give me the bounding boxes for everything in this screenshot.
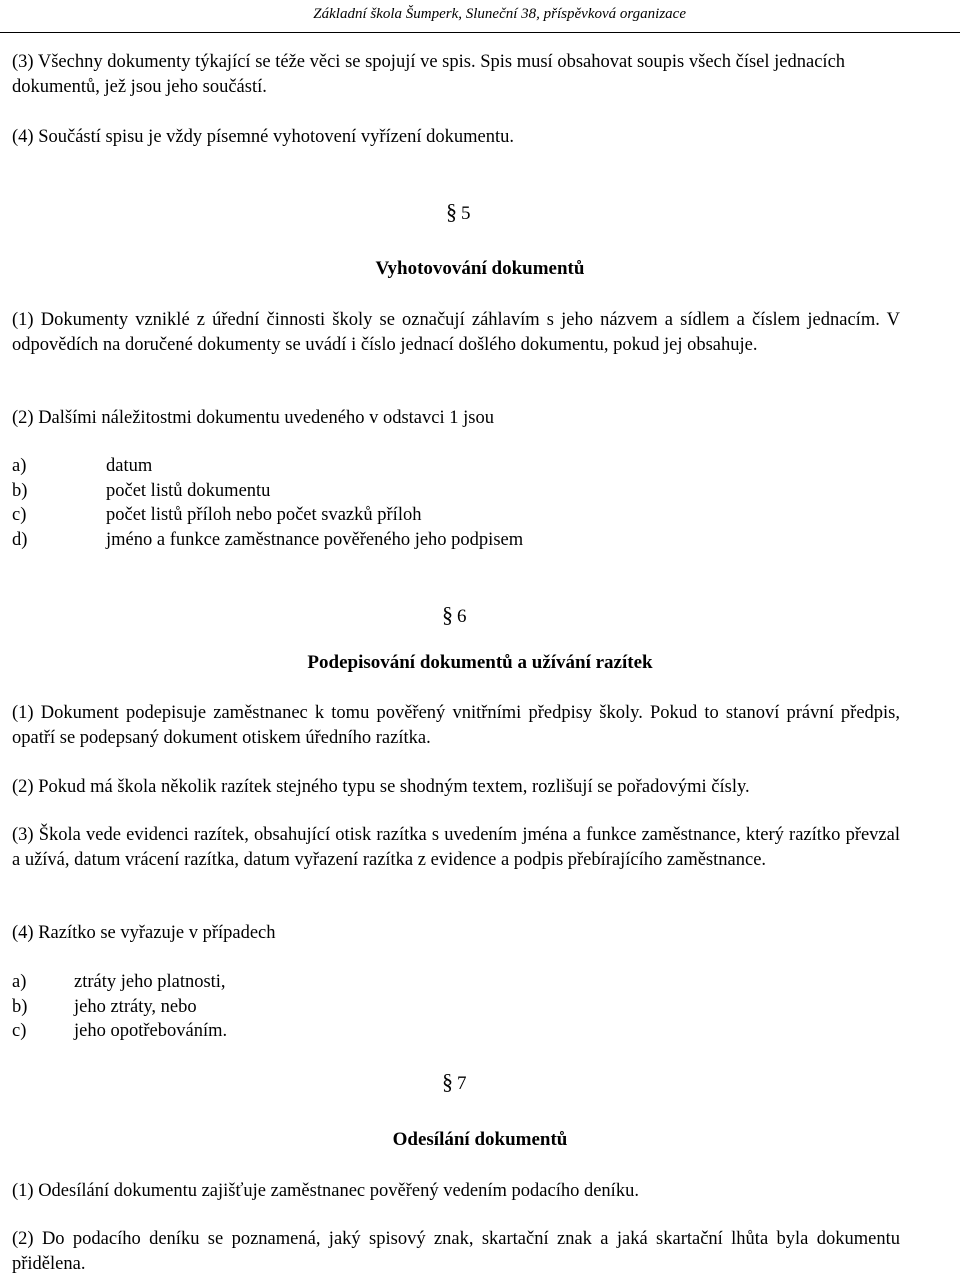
list-item <box>12 1019 227 1044</box>
header-text: Základní škola Šumperk, Sluneční 38, příspěvková organizace <box>313 6 686 22</box>
section-5-title: Vyhotovování dokumentů <box>375 258 585 279</box>
list-item-label: c) <box>12 1021 27 1041</box>
list-item-label: a) <box>12 456 27 476</box>
list-item-label: a) <box>12 972 27 992</box>
section-6-title: Podepisování dokumentů a užívání razítek <box>307 652 653 673</box>
section-number: 6 <box>457 606 467 627</box>
list-item-text: datum <box>106 456 153 476</box>
section-5-paragraph-1: (1) Dokumenty vzniklé z úřední činnosti školy se označují záhlavím s jeho názvem a sídlem a číslem jednacím. V odpovědích na doručené dokumenty se uvádí i číslo jednací došlého dokumentu, pokud jej obsahuje. <box>12 310 900 355</box>
list-item-text: počet listů příloh nebo počet svazků příloh <box>106 505 422 525</box>
list-item-label: b) <box>12 480 28 501</box>
section-5-heading <box>446 199 471 225</box>
list-item <box>12 454 523 479</box>
section-mark: § <box>442 602 453 627</box>
section-number: 5 <box>461 203 471 224</box>
section-mark: § <box>446 199 457 224</box>
list-item <box>12 503 523 528</box>
section-7-heading <box>442 1069 467 1095</box>
section-5-paragraph-2: (2) Dalšími náležitostmi dokumentu uvedeného v odstavci 1 jsou <box>12 408 494 428</box>
list-item-text: jeho opotřebováním. <box>74 1021 228 1041</box>
list-item-label: c) <box>12 505 27 525</box>
list-item-text: jméno a funkce zaměstnance pověřeného jeho podpisem <box>106 529 524 550</box>
section-mark: § <box>442 1069 453 1094</box>
section-6-paragraph-4: (4) Razítko se vyřazuje v případech <box>12 923 276 943</box>
paragraph-3-top: (3) Všechny dokumenty týkající se téže věci se spojují ve spis. Spis musí obsahovat soupis všech čísel jednacích dokumentů, jež jsou jeho součástí. <box>12 52 846 97</box>
list-item <box>12 479 523 504</box>
list-item-text: jeho ztráty, nebo <box>74 996 197 1017</box>
list-item-text: ztráty jeho platnosti, <box>74 972 226 992</box>
section-7-paragraph-2: (2) Do podacího deníku se poznamená, jaký spisový znak, skartační znak a jaká skartační lhůta byla dokumentu přidělena. <box>12 1229 900 1274</box>
page-header <box>0 0 960 33</box>
list-item-text: počet listů dokumentu <box>106 480 271 501</box>
list-item-label: d) <box>12 529 28 550</box>
section-7-paragraph-1: (1) Odesílání dokumentu zajišťuje zaměstnanec pověřený vedením podacího deníku. <box>12 1181 639 1201</box>
section-6-heading <box>442 602 467 628</box>
section-5-list <box>12 454 523 552</box>
section-6-paragraph-2: (2) Pokud má škola několik razítek stejného typu se shodným textem, rozlišují se pořadovými čísly. <box>12 777 750 797</box>
list-item <box>12 995 227 1020</box>
section-6-paragraph-3: (3) Škola vede evidenci razítek, obsahující otisk razítka s uvedením jména a funkce zaměstnance, který razítko převzal a užívá, datum vrácení razítka, datum vyřazení razítka z evidence a podpis přebírajícího zaměstnance. <box>12 825 900 870</box>
section-6-paragraph-1: (1) Dokument podepisuje zaměstnanec k tomu pověřený vnitřními předpisy školy. Pokud to stanoví právní předpis, opatří se podepsaný dokument otiskem úředního razítka. <box>12 703 900 748</box>
section-7-title: Odesílání dokumentů <box>392 1129 568 1150</box>
list-item <box>12 528 523 553</box>
paragraph-4-top: (4) Součástí spisu je vždy písemné vyhotovení vyřízení dokumentu. <box>12 127 514 147</box>
section-6-list <box>12 970 227 1044</box>
list-item <box>12 970 227 995</box>
section-number: 7 <box>457 1073 467 1094</box>
list-item-label: b) <box>12 996 28 1017</box>
